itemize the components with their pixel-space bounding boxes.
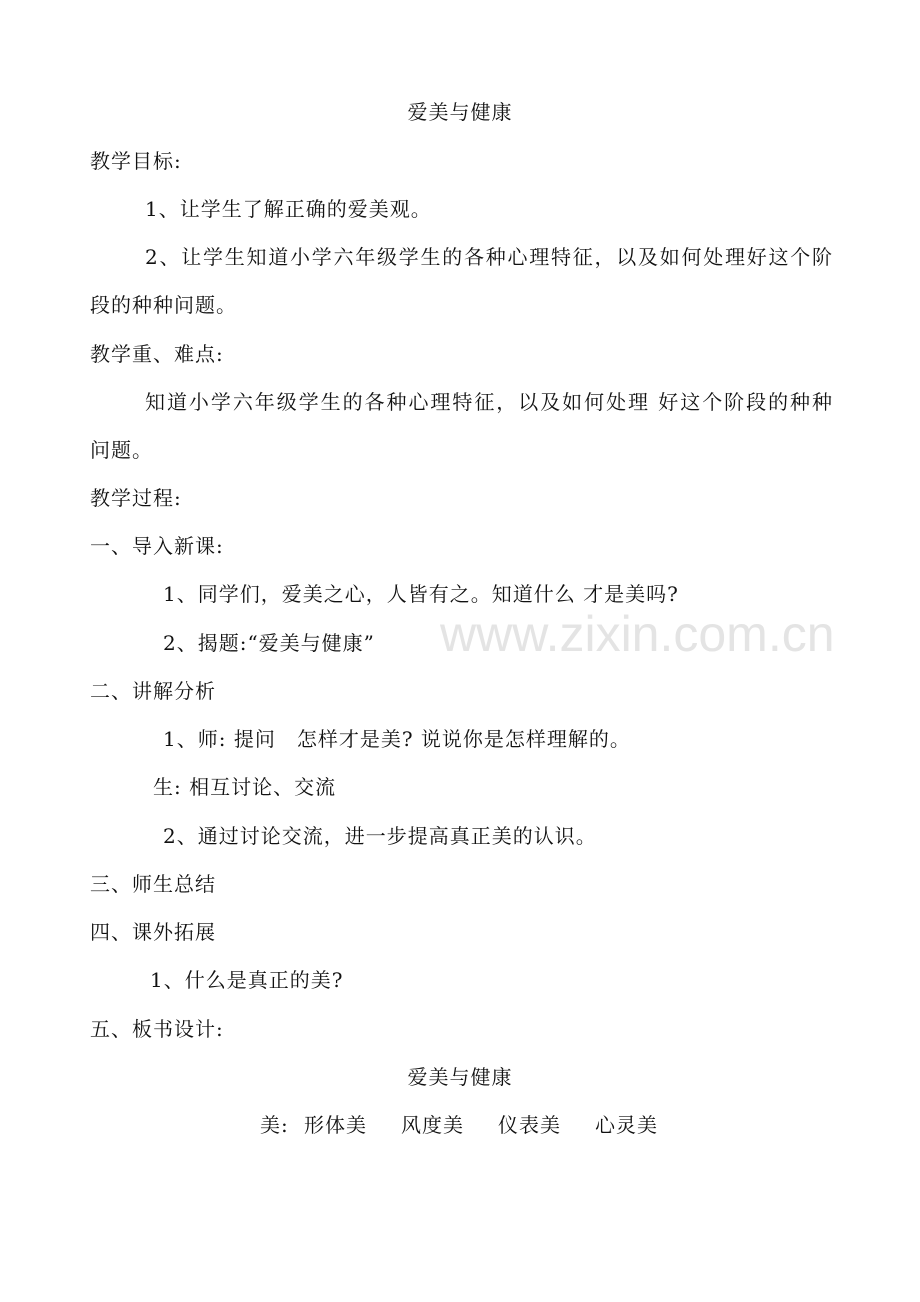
objective-item-1: 1、让学生了解正确的爱美观。 [145, 197, 432, 221]
board-item-appearance: 仪表美 [498, 1113, 561, 1137]
section-3-heading: 三、师生总结 [90, 872, 216, 896]
watermark: www.zixin.com.cn [440, 606, 835, 662]
key-points-heading: 教学重、难点: [90, 342, 224, 366]
section-2-item-2: 2、通过讨论交流，进一步提高真正美的认识。 [163, 824, 597, 848]
section-2-item-1: 1、师: 提问 怎样才是美? 说说你是怎样理解的。 [163, 727, 631, 751]
key-points-line-2: 问题。 [90, 438, 153, 462]
section-4-item-1: 1、什么是真正的美? [150, 968, 344, 992]
board-item-form: 形体美 [304, 1113, 367, 1137]
board-item-soul: 心灵美 [595, 1113, 658, 1137]
section-5-heading: 五、板书设计: [90, 1017, 224, 1041]
section-2-heading: 二、讲解分析 [90, 679, 216, 703]
section-1-item-2: 2、揭题:“爱美与健康” [163, 631, 375, 655]
process-heading: 教学过程: [90, 486, 182, 510]
section-2-student-response: 生: 相互讨论、交流 [153, 775, 337, 799]
document-title: 爱美与健康 [407, 100, 513, 124]
objective-item-2-line-1: 2、让学生知道小学六年级学生的各种心理特征，以及如何处理好这个阶 [145, 245, 833, 269]
section-1-item-1: 1、同学们，爱美之心，人皆有之。知道什么 才是美吗? [163, 582, 679, 606]
board-item-manner: 风度美 [401, 1113, 464, 1137]
section-4-heading: 四、课外拓展 [90, 920, 216, 944]
objectives-heading: 教学目标: [90, 149, 182, 173]
board-label: 美: [260, 1113, 289, 1137]
section-1-heading: 一、导入新课: [90, 534, 224, 558]
key-points-line-1: 知道小学六年级学生的各种心理特征，以及如何处理 好这个阶段的种种 [145, 390, 833, 414]
board-title: 爱美与健康 [407, 1065, 513, 1089]
objective-item-2-line-2: 段的种种问题。 [90, 293, 237, 317]
